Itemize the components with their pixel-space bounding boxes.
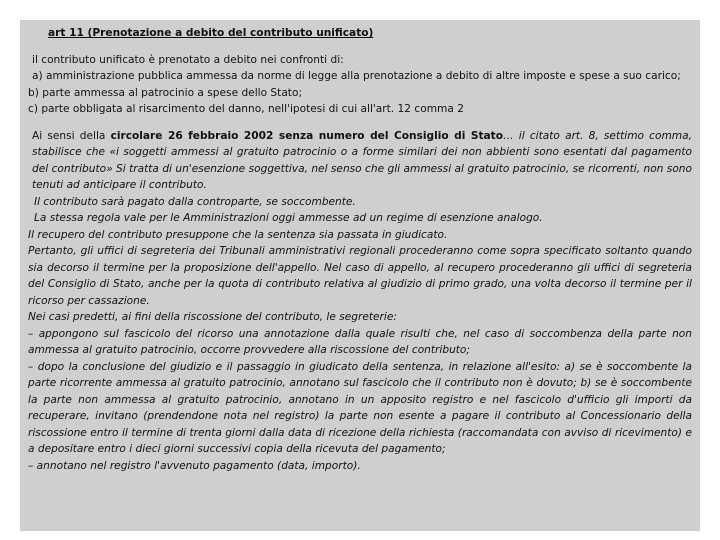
- paragraph: Il contributo sarà pagato dalla controparte, se soccombente.: [34, 195, 356, 208]
- paragraph: Pertanto, gli uffici di segreteria dei Tribunali amministrativi regionali procederanno come sopra specificato soltanto quando sia decorso il termine per la proposizione dell'appello. Nel caso di appello, al recupero procederanno gli uffici di segreteria del Consiglio di Stato, anche per la quota di contributo relativa al giudizio di primo grado, una volta decorso il termine per il ricorso per cassazione.: [28, 245, 692, 307]
- paragraph: Nei casi predetti, ai fini della riscossione del contributo, le segreterie:: [28, 311, 397, 323]
- intro-block: [28, 52, 692, 118]
- list-item: – annotano nel registro l'avvenuto pagamento (data, importo).: [28, 459, 361, 472]
- paragraph: Il recupero del contributo presuppone che la sentenza sia passata in giudicato.: [28, 228, 448, 241]
- intro-line: il contributo unificato è prenotato a debito nei confronti di:: [32, 53, 344, 66]
- intro-item-b: b) parte ammessa al patrocinio a spese dello Stato;: [28, 86, 303, 99]
- document-page: [20, 20, 700, 531]
- circolare-quote: … il citato art. 8, settimo comma, stabilisce che «i soggetti ammessi al gratuito patrocinio o a forme similari dei non abbienti sono esentati dal pagamento del contributo» Si tratta di un'esenzione soggettiva, nel senso che gli ammessi al gratuito patrocinio, se ricorrenti, non sono tenuti ad anticipare il contributo.: [32, 129, 692, 191]
- list-item: – appongono sul fascicolo del ricorso una annotazione dalla quale risulti che, nel caso di soccombenza della parte non ammessa al gratuito patrocinio, occorre provvedere alla riscossione del contributo;: [28, 327, 692, 356]
- circolare-lead: Ai sensi della: [32, 129, 111, 142]
- article-title: art 11 (Prenotazione a debito del contributo unificato): [48, 27, 374, 39]
- circolare-paragraph: [28, 128, 692, 194]
- paragraph: La stessa regola vale per le Amministrazioni oggi ammesse ad un regime di esenzione analogo.: [34, 212, 543, 224]
- intro-item-c: c) parte obbligata al risarcimento del danno, nell'ipotesi di cui all'art. 12 comma 2: [28, 103, 464, 115]
- list-item: – dopo la conclusione del giudizio e il passaggio in giudicato della sentenza, in relazione all'esito: a) se è soccombente la parte ricorrente ammessa al gratuito patrocinio, annotano sul fascicolo che il contributo non è dovuto; b) se è soccombente la parte non ammessa al gratuito patrocinio, annotano in un apposito registro e nel fascicolo d'ufficio gli importi da recuperare, invitano (prendendone nota nel registro) la parte non esente a pagare il contributo al Concessionario della riscossione entro il termine di trenta giorni dalla data di ricezione della richiesta (raccomandata con avviso di ricevimento) e a depositare entro i dieci giorni successivi copia della ricevuta del pagamento;: [28, 360, 692, 455]
- circolare-reference: circolare 26 febbraio 2002 senza numero del Consiglio di Stato: [110, 129, 504, 142]
- intro-item-a: a) amministrazione pubblica ammessa da norme di legge alla prenotazione a debito di altre imposte e spese a suo carico;: [32, 70, 681, 82]
